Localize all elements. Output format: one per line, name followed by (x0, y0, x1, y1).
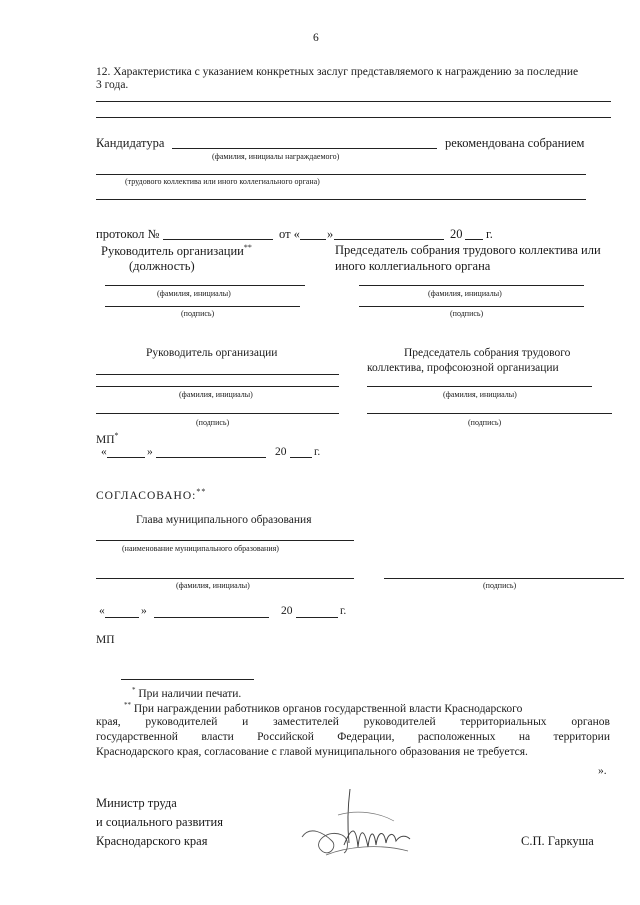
signature-stroke (302, 831, 348, 853)
block1-right-sub: иного коллегиального органа (335, 259, 491, 273)
block2-mp-mark: * (114, 431, 119, 440)
collective-line (96, 174, 586, 175)
signatory-title-1: Министр труда (96, 796, 177, 810)
protocol-number-line (163, 239, 273, 240)
block2-left-title: Руководитель организации (146, 347, 278, 359)
block1-hint-sign-left: (подпись) (181, 309, 215, 318)
footnote-2-line-4: Краснодарского края, согласование с главой муниципального образования не требуется. (96, 746, 528, 758)
block1-left-sub: (должность) (129, 259, 195, 273)
agreed-title-text: СОГЛАСОВАНО: (96, 489, 197, 502)
agreed-mark: ** (196, 487, 207, 496)
block2-hint-name-right: (фамилия, инициалы) (443, 390, 517, 399)
agreed-name-line (96, 578, 354, 579)
closing-quote: ». (598, 765, 607, 777)
section-12-heading: 12. Характеристика с указанием конкретных заслуг представляемого к награждению за последние (96, 66, 579, 78)
block2-left-sign-line (96, 413, 339, 414)
signature-stroke (326, 847, 408, 855)
collective-line (96, 199, 586, 200)
signatory-title-3: Краснодарского края (96, 834, 208, 848)
agreed-month-line (154, 617, 269, 618)
footnote-1 (132, 687, 241, 700)
block1-hint-name-left: (фамилия, инициалы) (157, 289, 231, 298)
block1-right-title: Председатель собрания трудового коллектива или (335, 243, 601, 257)
candidate-name-line (172, 148, 437, 149)
block2-right-title-2: коллектива, профсоюзной организации (367, 362, 559, 374)
block1-left-mark: ** (243, 243, 252, 252)
block2-year-prefix: 20 (275, 446, 287, 458)
block2-date-close: » (147, 446, 153, 458)
protocol-month-line (334, 239, 444, 240)
agreed-head: Глава муниципального образования (136, 514, 312, 526)
agreed-mo-line (96, 540, 354, 541)
block2-right-name-line (367, 386, 592, 387)
footnote-2-line-2: края, руководителей и заместителей руководителей территориальных органов (96, 716, 610, 728)
agreed-date-close: » (141, 605, 147, 617)
block2-left-name-line (96, 386, 339, 387)
section-12-heading-cont: 3 года. (96, 79, 129, 91)
candidacy-label: Кандидатура (96, 136, 165, 150)
block1-right-name-line (359, 285, 584, 286)
agreed-sign-line (384, 578, 624, 579)
block2-mp (96, 432, 119, 446)
agreed-hint-name: (фамилия, инициалы) (176, 581, 250, 590)
block1-hint-name-right: (фамилия, инициалы) (428, 289, 502, 298)
footnote-1-mark: * (132, 686, 136, 694)
protocol-year-prefix: 20 (450, 227, 463, 241)
text-line (96, 117, 611, 118)
hint-collective: (трудового коллектива или иного коллегиального органа) (125, 177, 320, 186)
footnote-2 (124, 702, 522, 715)
protocol-year-suffix: г. (486, 227, 493, 241)
footnote-1-text: При наличии печати. (138, 687, 242, 700)
block2-hint-sign-right: (подпись) (468, 418, 502, 427)
protocol-label: протокол № (96, 227, 160, 241)
block2-right-title-1: Председатель собрания трудового (404, 347, 571, 359)
block2-right-sign-line (367, 413, 612, 414)
hint-candidate-name: (фамилия, инициалы награждаемого) (212, 152, 340, 161)
protocol-year-line (465, 239, 483, 240)
block2-hint-name-left: (фамилия, инициалы) (179, 390, 253, 399)
agreed-mp: МП (96, 634, 115, 646)
block1-left-title (101, 244, 252, 258)
block2-year-line (290, 457, 312, 458)
block1-right-sign-line (359, 306, 584, 307)
block1-left-name-line (105, 285, 305, 286)
footnote-2-line-1: При награждении работников органов государственной власти Краснодарского (133, 702, 523, 715)
block2-month-line (156, 457, 266, 458)
block2-hint-sign-left: (подпись) (196, 418, 230, 427)
signatory-name: С.П. Гаркуша (521, 834, 594, 848)
agreed-year-prefix: 20 (281, 605, 293, 617)
agreed-title (96, 488, 206, 502)
agreed-year-suffix: г. (340, 605, 347, 617)
agreed-hint-mo: (наименование муниципального образования) (122, 544, 279, 553)
block2-mp-text: МП (96, 433, 115, 446)
block1-left-title-text: Руководитель организации (101, 244, 244, 259)
signatory-title-2: и социального развития (96, 815, 223, 829)
agreed-day-line (105, 617, 139, 618)
footnote-2-mark: ** (124, 701, 131, 709)
block2-year-suffix: г. (314, 446, 321, 458)
protocol-day-line (300, 239, 326, 240)
footnote-separator (121, 679, 254, 680)
block1-hint-sign-right: (подпись) (450, 309, 484, 318)
agreed-date-open: « (99, 605, 105, 617)
footnote-2-line-3: государственной власти Российской Федерации, расположенных на территории (96, 731, 610, 743)
recommended-label: рекомендована собранием (445, 136, 585, 150)
text-line (96, 101, 611, 102)
agreed-year-line (296, 617, 338, 618)
block2-date-open: « (101, 446, 107, 458)
page-number: 6 (313, 32, 319, 44)
protocol-from: от « (279, 227, 300, 241)
block2-day-line (107, 457, 145, 458)
handwritten-signature (298, 785, 416, 865)
protocol-quote-close: » (327, 227, 334, 241)
signature-stroke (344, 831, 410, 847)
signature-stroke (338, 812, 394, 821)
block1-left-sign-line (105, 306, 300, 307)
agreed-hint-sign: (подпись) (483, 581, 517, 590)
block2-left-line (96, 374, 339, 375)
